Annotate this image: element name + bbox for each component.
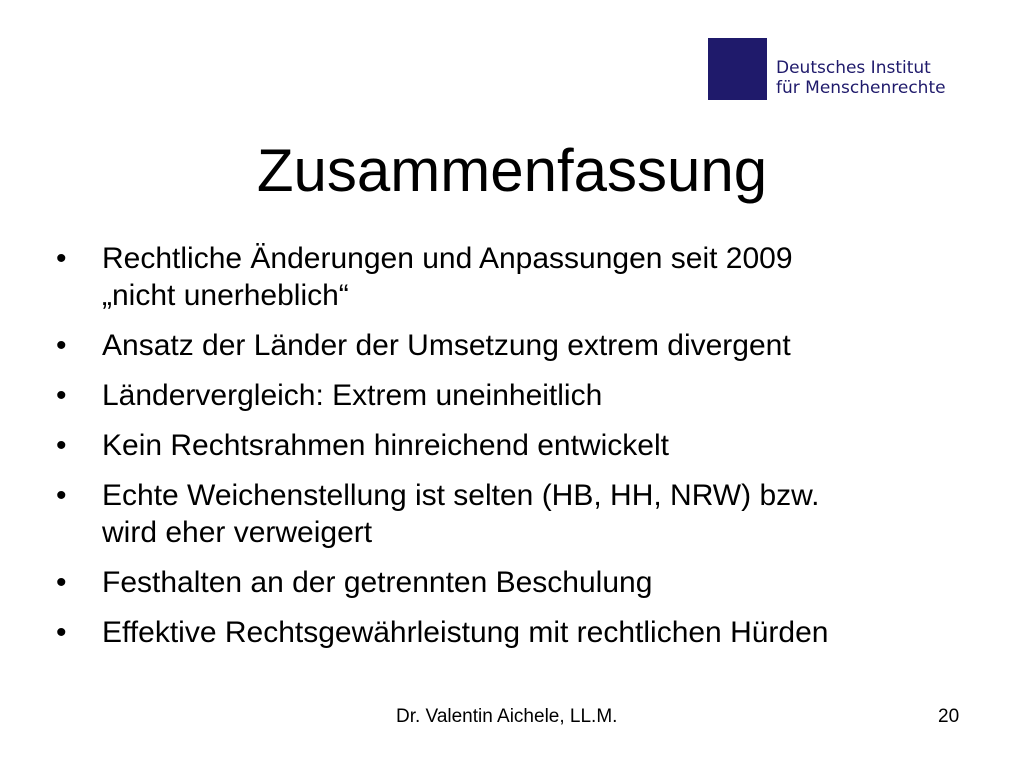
footer-author: Dr. Valentin Aichele, LL.M. [396, 706, 618, 727]
bullet-list [56, 240, 996, 664]
bullet-item [56, 427, 996, 464]
bullet-icon: • [56, 479, 67, 512]
bullet-icon: • [56, 242, 67, 275]
institute-logo [708, 38, 958, 102]
bullet-item [56, 377, 996, 414]
bullet-text-line-2: wird eher verweigert [102, 516, 373, 549]
bullet-text-line-1: Ansatz der Länder der Umsetzung extrem divergent [102, 329, 791, 362]
bullet-text-line-1: Effektive Rechtsgewährleistung mit rechtlichen Hürden [102, 616, 829, 649]
bullet-item [56, 477, 996, 551]
logo-text [776, 58, 946, 98]
slide-title: Zusammenfassung [256, 137, 768, 204]
bullet-icon: • [56, 379, 67, 412]
bullet-item [56, 614, 996, 651]
logo-line-2: für Menschenrechte [776, 78, 946, 98]
bullet-text-line-1: Festhalten an der getrennten Beschulung [102, 566, 653, 599]
logo-line-1: Deutsches Institut [776, 58, 931, 78]
bullet-item [56, 327, 996, 364]
bullet-icon: • [56, 329, 67, 362]
bullet-text-line-1: Kein Rechtsrahmen hinreichend entwickelt [102, 429, 669, 462]
bullet-text-line-2: „nicht unerheblich“ [102, 279, 349, 312]
bullet-text-line-1: Rechtliche Änderungen und Anpassungen seit 2009 [102, 242, 793, 275]
bullet-icon: • [56, 566, 67, 599]
bullet-text-line-1: Echte Weichenstellung ist selten (HB, HH, NRW) bzw. [102, 479, 820, 512]
bullet-text-line-1: Ländervergleich: Extrem uneinheitlich [102, 379, 603, 412]
bullet-icon: • [56, 616, 67, 649]
page-number: 20 [938, 706, 960, 727]
bullet-icon: • [56, 429, 67, 462]
logo-square-icon [708, 38, 767, 100]
bullet-item [56, 240, 996, 314]
bullet-item [56, 564, 996, 601]
